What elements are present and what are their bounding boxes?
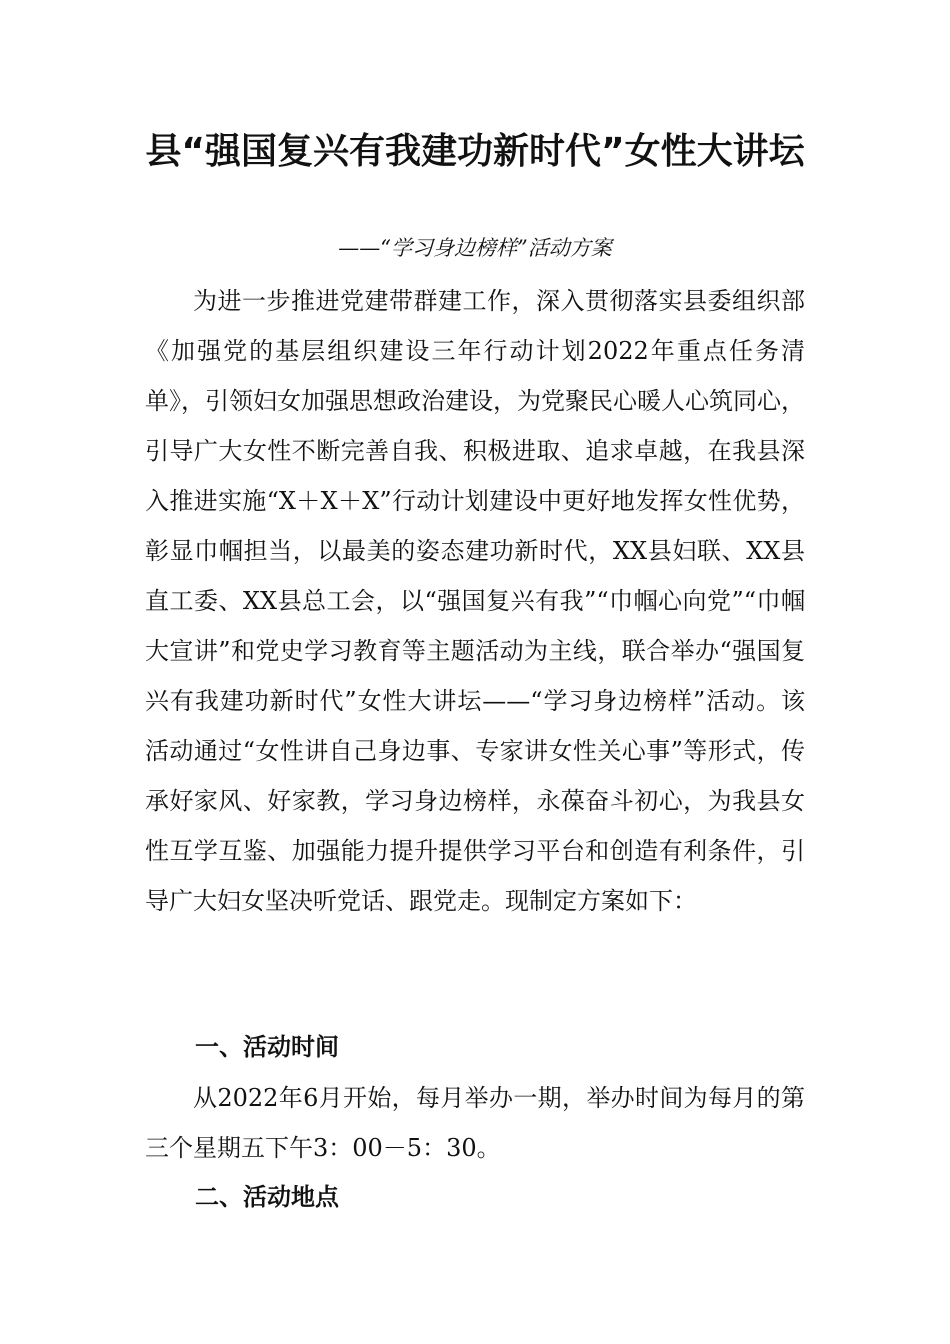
section-heading-activity-location: 二、活动地点 <box>195 1183 339 1211</box>
activity-time-paragraph: 从2022年6月开始，每月举办一期，举办时间为每月的第三个星期五下午3：00－5：30。 <box>145 1084 805 1162</box>
intro-paragraph: 为进一步推进党建带群建工作，深入贯彻落实县委组织部《加强党的基层组织建设三年行动计划2022年重点任务清单》，引领妇女加强思想政治建设，为党聚民心暖人心筑同心，引导广大女性不断完善自我、积极进取、追求卓越，在我县深入推进实施“X＋X＋X”行动计划建设中更好地发挥女性优势，彰显巾帼担当，以最美的姿态建功新时代，XX县妇联、XX县直工委、XX县总工会，以“强国复兴有我”“巾帼心向党”“巾帼大宣讲”和党史学习教育等主题活动为主线，联合举办“强国复兴有我建功新时代”女性大讲坛——“学习身边榜样”活动。该活动通过“女性讲自己身边事、专家讲女性关心事”等形式，传承好家风、好家教，学习身边榜样，永葆奋斗初心，为我县女性互学互鉴、加强能力提升提供学习平台和创造有利条件，引导广大妇女坚决听党话、跟党走。现制定方案如下： <box>145 287 805 915</box>
document-title: 县“强国复兴有我建功新时代”女性大讲坛 <box>145 131 805 172</box>
section-heading-activity-time: 一、活动时间 <box>195 1033 339 1061</box>
document-subtitle: ——“学习身边榜样”活动方案 <box>338 236 612 260</box>
